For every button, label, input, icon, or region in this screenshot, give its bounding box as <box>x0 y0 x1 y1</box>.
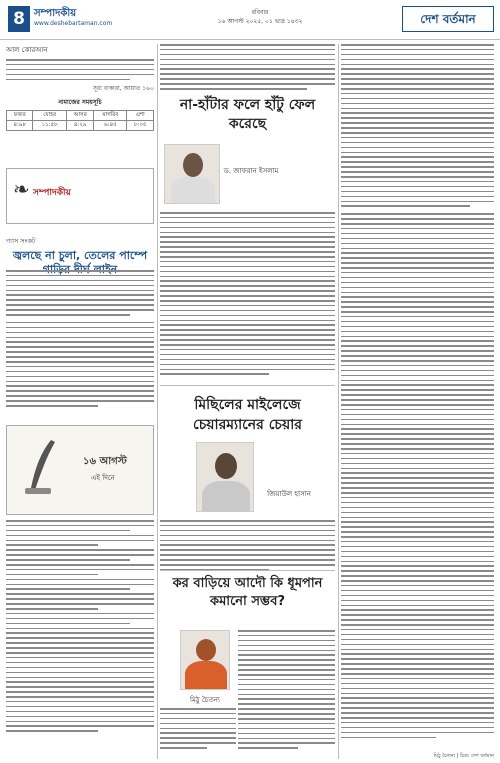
editorial-body <box>6 270 154 410</box>
page-number: 8 <box>8 6 30 32</box>
page-header <box>0 0 500 40</box>
prayer-cell: আসর <box>66 111 93 121</box>
date-label: ১৬ আগস্ট ২০২৫, ০১ ভাদ্র ১৪৩২ <box>217 18 303 25</box>
prayer-table <box>6 110 154 131</box>
editorial-label-box <box>6 168 154 224</box>
article1-intro <box>160 44 335 93</box>
author1-photo <box>164 144 220 204</box>
article2 <box>160 395 335 435</box>
article1 <box>160 96 335 134</box>
article3 <box>160 575 335 611</box>
article2-headline: মিছিলের মাইলেজে চেয়ারম্যানের চেয়ার <box>193 397 302 433</box>
article2-body <box>160 520 335 574</box>
article1-headline: না-হাঁটার ফলে হাঁটু ফেল করেছে <box>179 97 316 132</box>
brand-logo: দেশ বর্তমান <box>402 6 494 32</box>
column-divider <box>157 44 158 759</box>
column-divider <box>338 44 339 759</box>
author2-photo <box>196 442 254 512</box>
day-label: রবিবার <box>251 9 269 16</box>
section-title: সম্পাদকীয় <box>34 8 77 19</box>
editorial-logo-icon: ❧ <box>13 177 30 201</box>
article3-body <box>238 630 335 752</box>
prayer-cell: ১১:৫৮ <box>33 121 66 131</box>
prayer-cell: মাগরিব <box>94 111 127 121</box>
prayer-cell: ৮:০৫ <box>127 121 154 131</box>
quran-reference: সূরা বাকারা, আয়াত ১৬০ <box>92 85 154 93</box>
prayer-cell: ৪:৯৮ <box>7 121 33 131</box>
prayer-cell: ৬:৪৫ <box>94 121 127 131</box>
date-block <box>180 8 340 26</box>
page-footer: মিঠু চৈতন্য | চিত্র: দেশ বর্তমান <box>433 753 494 759</box>
article3-body-cont <box>160 708 236 752</box>
author1-byline: ড. জাফরান ইসলাম <box>223 167 279 175</box>
editor-block <box>6 44 154 131</box>
quran-title: আল কোরআন <box>6 46 48 54</box>
this-day-label: এই দিনে <box>91 474 115 482</box>
section-divider <box>160 385 335 386</box>
section-divider <box>160 570 335 571</box>
prayer-cell: যোহর <box>33 111 66 121</box>
prayer-cell: ফজর <box>7 111 33 121</box>
prayer-cell: এশা <box>127 111 154 121</box>
article3-headline: কর বাড়িয়ে আদৌ কি ধূমপান কমানো সম্ভব? <box>172 576 323 609</box>
author3-byline: মিঠু চৈতন্য <box>190 696 220 704</box>
author2-byline: জিয়াউল হাসান <box>267 490 311 498</box>
prayer-cell: ৪:২৯ <box>66 121 93 131</box>
quran-text <box>6 59 154 80</box>
editorial-label: সম্পাদকীয় <box>33 188 71 198</box>
website-url[interactable]: www.deshebartaman.com <box>34 20 113 27</box>
right-column-text <box>341 44 494 741</box>
this-day-date: ১৬ আগস্ট <box>83 456 127 467</box>
article1-body <box>160 212 335 378</box>
editorial-headline: জ্বলছে না চুলা, তেলের পাম্পে <box>12 249 148 262</box>
this-day-box <box>6 425 154 515</box>
this-day-list <box>6 520 154 735</box>
editorial-kicker: গ্যাস সংকট <box>6 237 36 245</box>
author3-photo <box>180 630 230 690</box>
quill-pen-icon <box>21 438 61 498</box>
prayer-table-title: নামাজের সময়সূচি <box>58 99 102 107</box>
